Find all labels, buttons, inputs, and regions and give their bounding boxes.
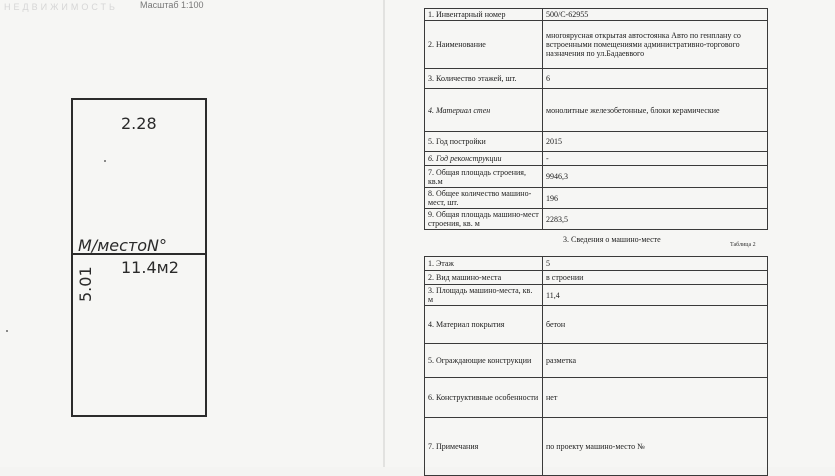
building-info-table [424, 8, 768, 230]
row-key: 9. Общая площадь машино-мест строения, кв. м [425, 209, 543, 230]
watermark: НЕДВИЖИМОСТЬ [4, 2, 118, 12]
row-value: 2283,5 [543, 209, 768, 230]
row-value: 6 [543, 69, 768, 89]
table-row [425, 209, 768, 230]
section-caption: 3. Сведения о машино-месте [563, 235, 661, 244]
row-key: 3. Площадь машино-места, кв. м [425, 285, 543, 306]
row-value: - [543, 152, 768, 166]
plan-scale: Масштаб 1:100 [140, 0, 204, 10]
row-value: монолитные железобетонные, блоки керамические [543, 89, 768, 132]
row-value: в строении [543, 271, 768, 285]
table-number: Таблица 2 [730, 242, 756, 248]
row-value: нет [543, 378, 768, 418]
space-label: М/местоN° [78, 236, 167, 255]
row-value: по проекту машино-место № [543, 418, 768, 476]
parking-space-table [424, 256, 768, 476]
table-row [425, 188, 768, 209]
row-key: 8. Общее количество машино-мест, шт. [425, 188, 543, 209]
table-row [425, 378, 768, 418]
row-key: 6. Год реконструкции [425, 152, 543, 166]
space-area: 11.4м2 [121, 258, 179, 277]
row-key: 1. Инвентарный номер [425, 9, 543, 21]
width-dimension: 2.28 [121, 114, 157, 133]
table-row [425, 21, 768, 69]
row-key: 6. Конструктивные особенности [425, 378, 543, 418]
depth-dimension: 5.01 [76, 266, 95, 302]
row-value: бетон [543, 306, 768, 344]
table-row [425, 344, 768, 378]
row-value: 196 [543, 188, 768, 209]
table-row [425, 285, 768, 306]
table-row [425, 306, 768, 344]
row-value: 500/С-62955 [543, 9, 768, 21]
row-key: 4. Материал покрытия [425, 306, 543, 344]
row-key: 5. Ограждающие конструкции [425, 344, 543, 378]
table-row [425, 271, 768, 285]
speck [104, 160, 106, 162]
table-row [425, 152, 768, 166]
table-row [425, 9, 768, 21]
row-value: разметка [543, 344, 768, 378]
row-key: 7. Общая площадь строения, кв.м [425, 166, 543, 188]
row-key: 5. Год постройки [425, 132, 543, 152]
row-value: многоярусная открытая автостоянка Авто по генплану со встроенными помещениями административно-торгового назначения по ул.Бадаеввого [543, 21, 768, 69]
table-row [425, 166, 768, 188]
table-row [425, 89, 768, 132]
table-row [425, 257, 768, 271]
row-value: 2015 [543, 132, 768, 152]
row-value: 11,4 [543, 285, 768, 306]
row-key: 2. Наименование [425, 21, 543, 69]
row-value: 9946,3 [543, 166, 768, 188]
row-key: 3. Количество этажей, шт. [425, 69, 543, 89]
table-row [425, 132, 768, 152]
row-key: 2. Вид машино-места [425, 271, 543, 285]
row-key: 7. Примечания [425, 418, 543, 476]
row-value: 5 [543, 257, 768, 271]
speck [6, 330, 8, 332]
table-row [425, 69, 768, 89]
page-fold [383, 0, 385, 467]
row-key: 1. Этаж [425, 257, 543, 271]
row-key: 4. Материал стен [425, 89, 543, 132]
